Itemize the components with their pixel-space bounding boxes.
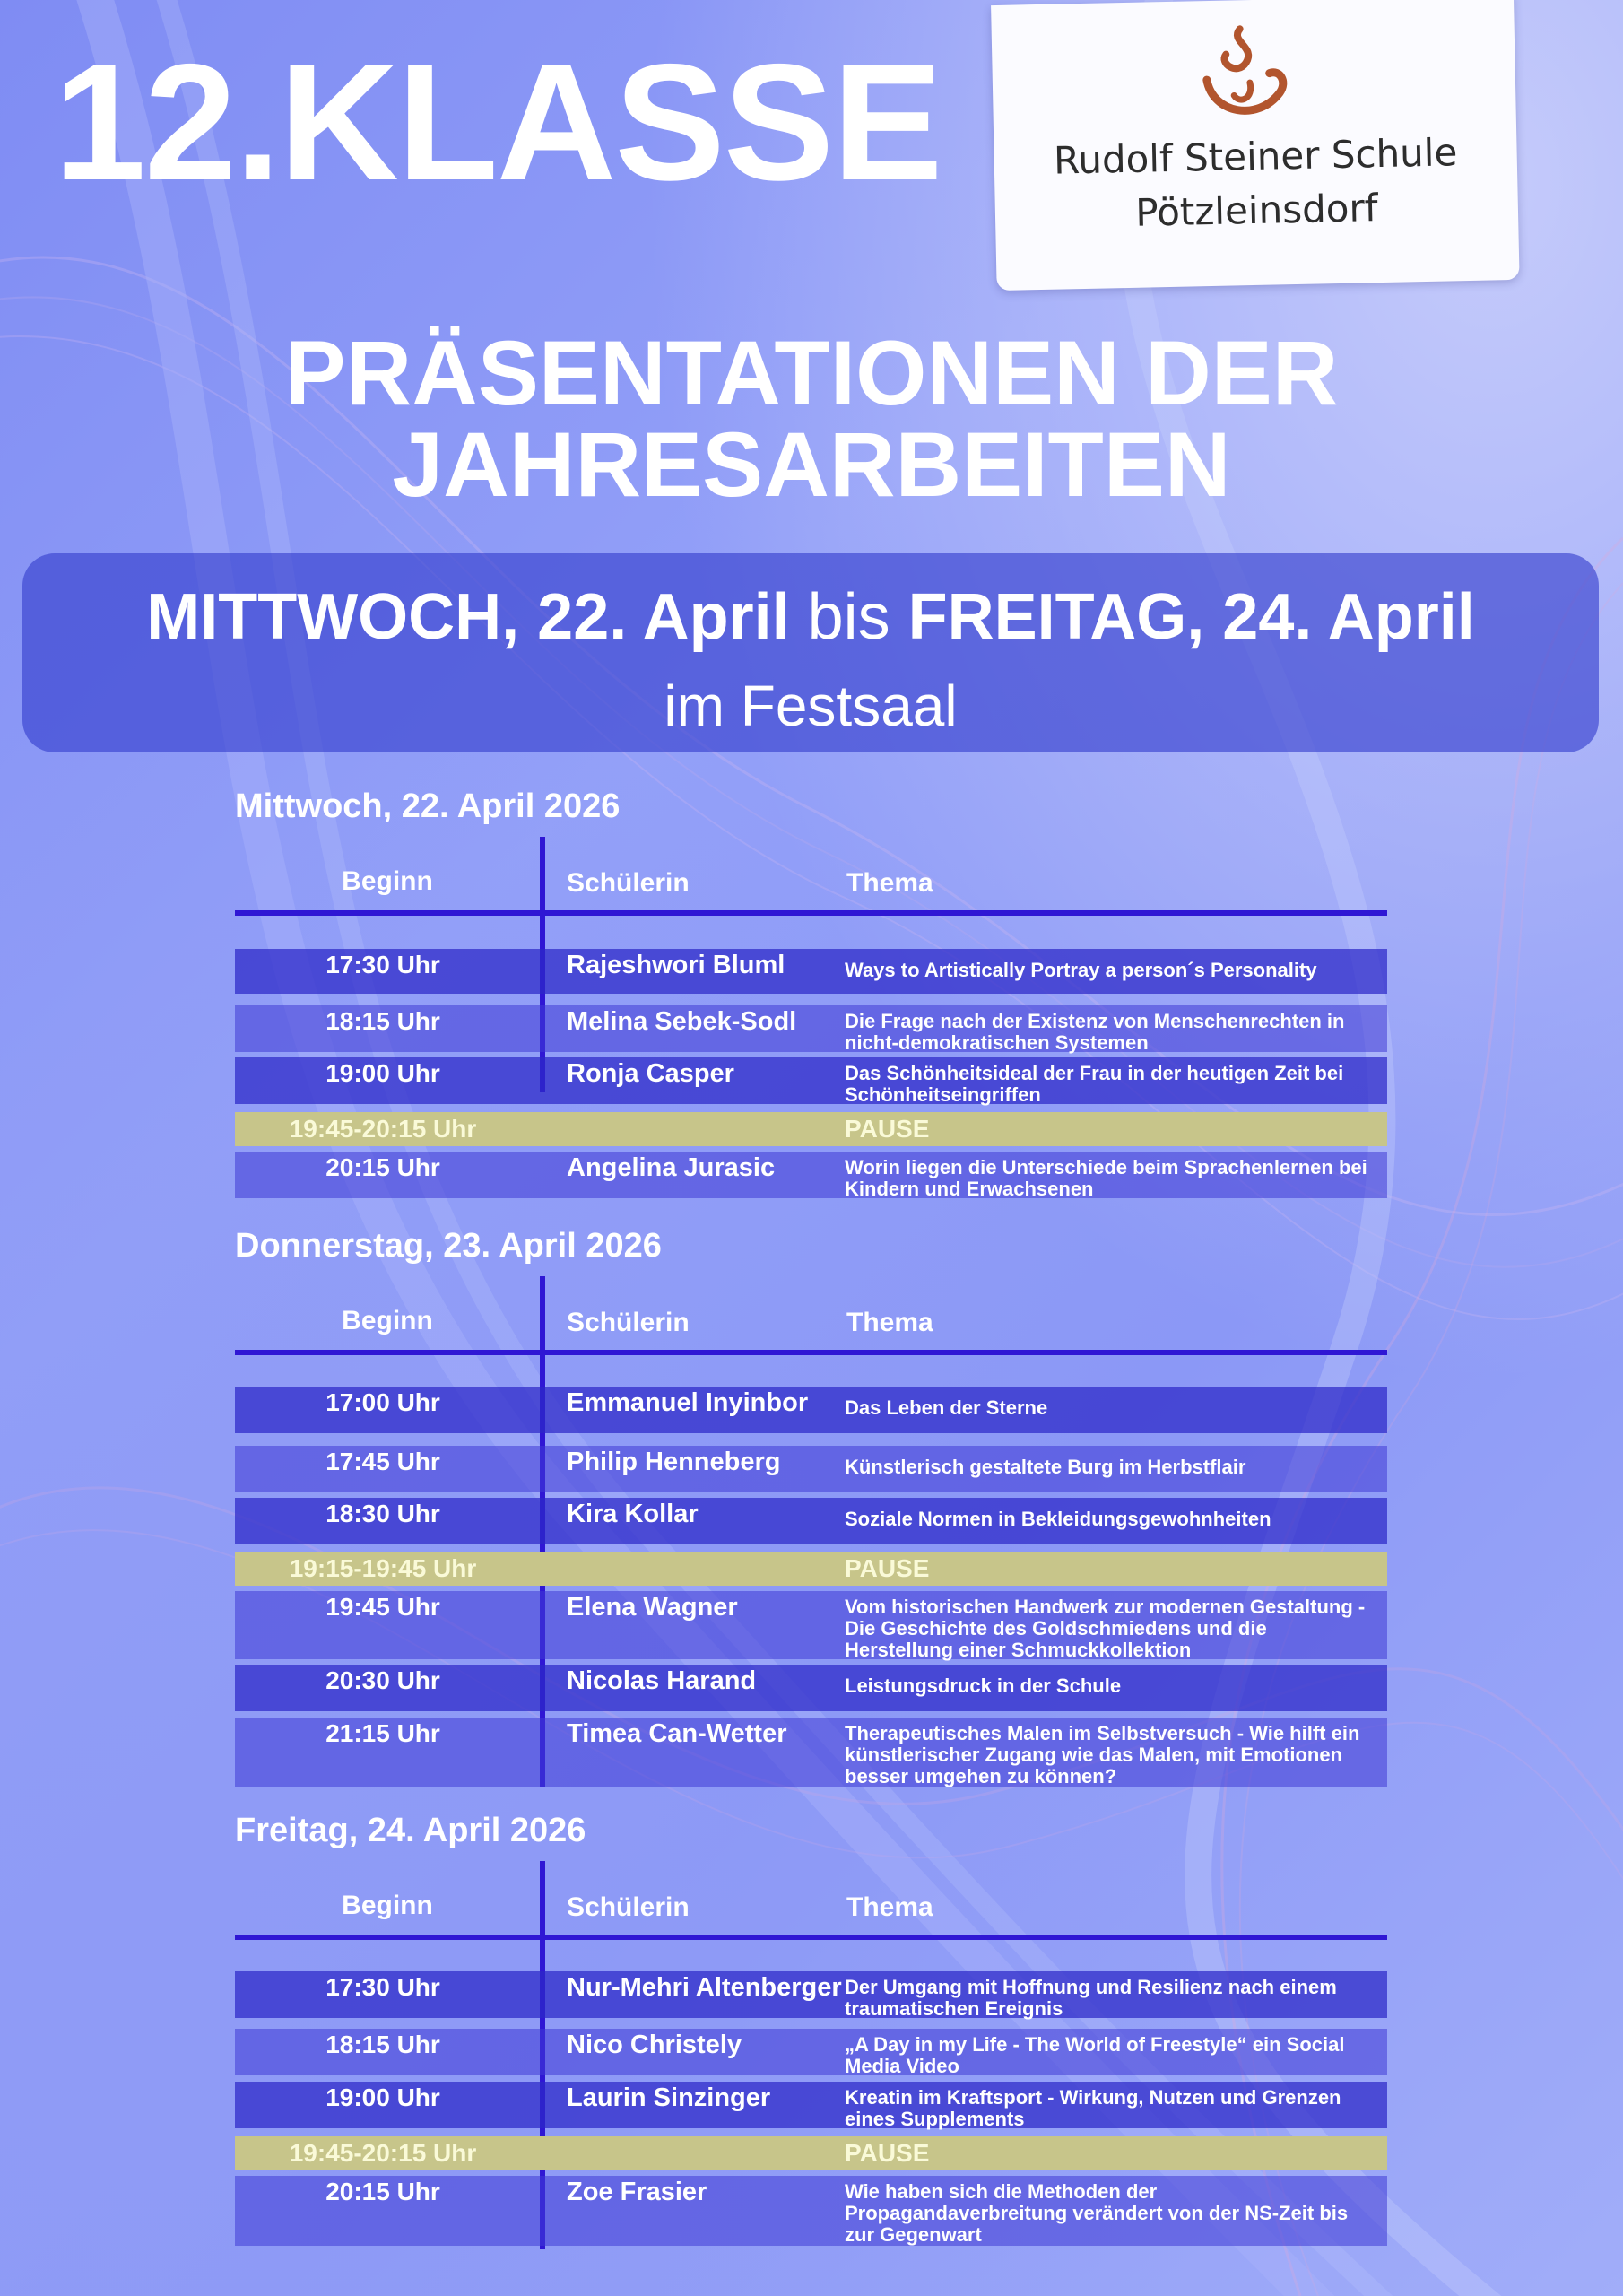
row-student: Ronja Casper	[567, 1059, 734, 1088]
row-student: Kira Kollar	[567, 1500, 699, 1528]
row-topic: Therapeutisches Malen im Selbstversuch - Wie hilft ein künstlerischer Zugang wie das Malen, mit Emotionen besser umgehen zu können?	[845, 1722, 1360, 1787]
headline-line-1: PRÄSENTATIONEN DER	[284, 322, 1339, 424]
schedule-row	[235, 1005, 1387, 1052]
schedule-day-wednesday	[235, 787, 1387, 1200]
row-topic: Die Frage nach der Existenz von Menschenrechten in nicht-demokratischen Systemen	[845, 1010, 1345, 1054]
row-student: Rajeshwori Bluml	[567, 951, 785, 979]
school-location: Pötzleinsdorf	[1134, 186, 1378, 235]
headline	[0, 322, 1623, 516]
row-topic: Kreatin im Kraftsport - Wirkung, Nutzen und Grenzen eines Supplements	[845, 2086, 1341, 2130]
date-banner	[22, 553, 1599, 752]
pause-label: PAUSE	[845, 2139, 930, 2167]
schedule-row	[235, 1718, 1387, 1787]
row-time: 17:30 Uhr	[325, 1973, 440, 2001]
row-time: 17:30 Uhr	[325, 951, 440, 978]
pause-row	[235, 1112, 1387, 1146]
row-student: Timea Can-Wetter	[567, 1719, 787, 1748]
column-header-schuelerin: Schülerin	[567, 1308, 690, 1337]
row-student: Emmanuel Inyinbor	[567, 1388, 809, 1417]
row-student: Nur-Mehri Altenberger	[567, 1973, 842, 2002]
row-student: Laurin Sinzinger	[567, 2083, 771, 2112]
row-student: Nicolas Harand	[567, 1666, 757, 1695]
column-header-beginn: Beginn	[342, 1891, 433, 1920]
schedule-row	[235, 949, 1387, 994]
pause-time: 19:45-20:15 Uhr	[289, 1115, 477, 1143]
row-topic: Soziale Normen in Bekleidungsgewohnheiten	[845, 1508, 1271, 1530]
schedule-day-friday	[235, 1812, 1387, 2251]
row-time: 19:00 Uhr	[325, 1059, 440, 1087]
column-header-beginn: Beginn	[342, 866, 433, 896]
row-time: 19:45 Uhr	[325, 1593, 440, 1621]
header-rule	[235, 1350, 1387, 1355]
row-topic: Vom historischen Handwerk zur modernen Gestaltung - Die Geschichte des Goldschmiedens und die Herstellung einer Schmuckkollektion	[845, 1596, 1366, 1661]
column-header-thema: Thema	[846, 1892, 933, 1922]
row-time: 18:30 Uhr	[325, 1500, 440, 1527]
schedule-row	[235, 1387, 1387, 1433]
row-time: 21:15 Uhr	[325, 1719, 440, 1747]
header-rule	[235, 910, 1387, 916]
row-student: Melina Sebek-Sodl	[567, 1007, 797, 1036]
class-title: 12.KLASSE	[54, 30, 942, 215]
row-topic: Das Leben der Sterne	[845, 1396, 1048, 1419]
row-student: Nico Christely	[567, 2031, 742, 2059]
row-time: 18:15 Uhr	[325, 1007, 440, 1035]
column-header-schuelerin: Schülerin	[567, 1892, 690, 1922]
row-time: 19:00 Uhr	[325, 2083, 440, 2111]
headline-line-2: JAHRESARBEITEN	[392, 413, 1231, 516]
school-logo	[991, 0, 1520, 291]
date-connector: bis	[789, 581, 908, 653]
row-topic: Künstlerisch gestaltete Burg im Herbstflair	[845, 1456, 1246, 1478]
school-name: Rudolf Steiner Schule	[1053, 130, 1458, 183]
school-logo-mark-icon	[1193, 22, 1298, 132]
schedule-row	[235, 1591, 1387, 1659]
pause-label: PAUSE	[845, 1554, 930, 1582]
row-time: 20:30 Uhr	[325, 1666, 440, 1694]
schedule-row	[235, 2082, 1387, 2128]
row-topic: Der Umgang mit Hoffnung und Resilienz nach einem traumatischen Ereignis	[845, 1976, 1337, 2020]
row-topic: Das Schönheitsideal der Frau in der heutigen Zeit bei Schönheitseingriffen	[845, 1062, 1344, 1106]
row-student: Zoe Frasier	[567, 2178, 707, 2206]
row-topic: Worin liegen die Unterschiede beim Sprachenlernen bei Kindern und Erwachsenen	[845, 1156, 1367, 1200]
schedule-day-thursday	[235, 1227, 1387, 1787]
row-time: 17:00 Uhr	[325, 1388, 440, 1416]
column-header-thema: Thema	[846, 1308, 933, 1337]
day-title: Mittwoch, 22. April 2026	[235, 787, 621, 825]
pause-row	[235, 2136, 1387, 2170]
date-start: MITTWOCH, 22. April	[146, 581, 790, 653]
row-student: Philip Henneberg	[567, 1448, 781, 1476]
column-header-beginn: Beginn	[342, 1306, 433, 1335]
schedule-row	[235, 2029, 1387, 2075]
row-student: Angelina Jurasic	[567, 1153, 776, 1182]
column-header-thema: Thema	[846, 868, 933, 898]
row-topic: Ways to Artistically Portray a person´s Personality	[845, 959, 1317, 981]
row-time: 17:45 Uhr	[325, 1448, 440, 1475]
schedule-row	[235, 1971, 1387, 2018]
column-header-schuelerin: Schülerin	[567, 868, 690, 898]
row-topic: „A Day in my Life - The World of Freestyle“ ein Social Media Video	[845, 2033, 1345, 2077]
row-topic: Wie haben sich die Methoden der Propagandaverbreitung verändert von der NS-Zeit bis zur Gegenwart	[845, 2180, 1349, 2246]
day-title: Freitag, 24. April 2026	[235, 1812, 586, 1849]
row-topic: Leistungsdruck in der Schule	[845, 1674, 1122, 1697]
schedule-row	[235, 1498, 1387, 1544]
pause-time: 19:45-20:15 Uhr	[289, 2139, 477, 2167]
schedule-row	[235, 1446, 1387, 1492]
row-time: 20:15 Uhr	[325, 2178, 440, 2205]
header-rule	[235, 1935, 1387, 1940]
row-time: 20:15 Uhr	[325, 1153, 440, 1181]
pause-time: 19:15-19:45 Uhr	[289, 1554, 477, 1582]
date-range	[22, 578, 1599, 656]
venue: im Festsaal	[664, 674, 958, 738]
row-student: Elena Wagner	[567, 1593, 738, 1622]
date-end: FREITAG, 24. April	[907, 581, 1475, 653]
row-time: 18:15 Uhr	[325, 2031, 440, 2058]
pause-label: PAUSE	[845, 1115, 930, 1143]
pause-row	[235, 1552, 1387, 1586]
schedule-row	[235, 2176, 1387, 2246]
day-title: Donnerstag, 23. April 2026	[235, 1227, 662, 1265]
schedule-row	[235, 1057, 1387, 1104]
schedule-row	[235, 1665, 1387, 1711]
schedule-row	[235, 1152, 1387, 1198]
